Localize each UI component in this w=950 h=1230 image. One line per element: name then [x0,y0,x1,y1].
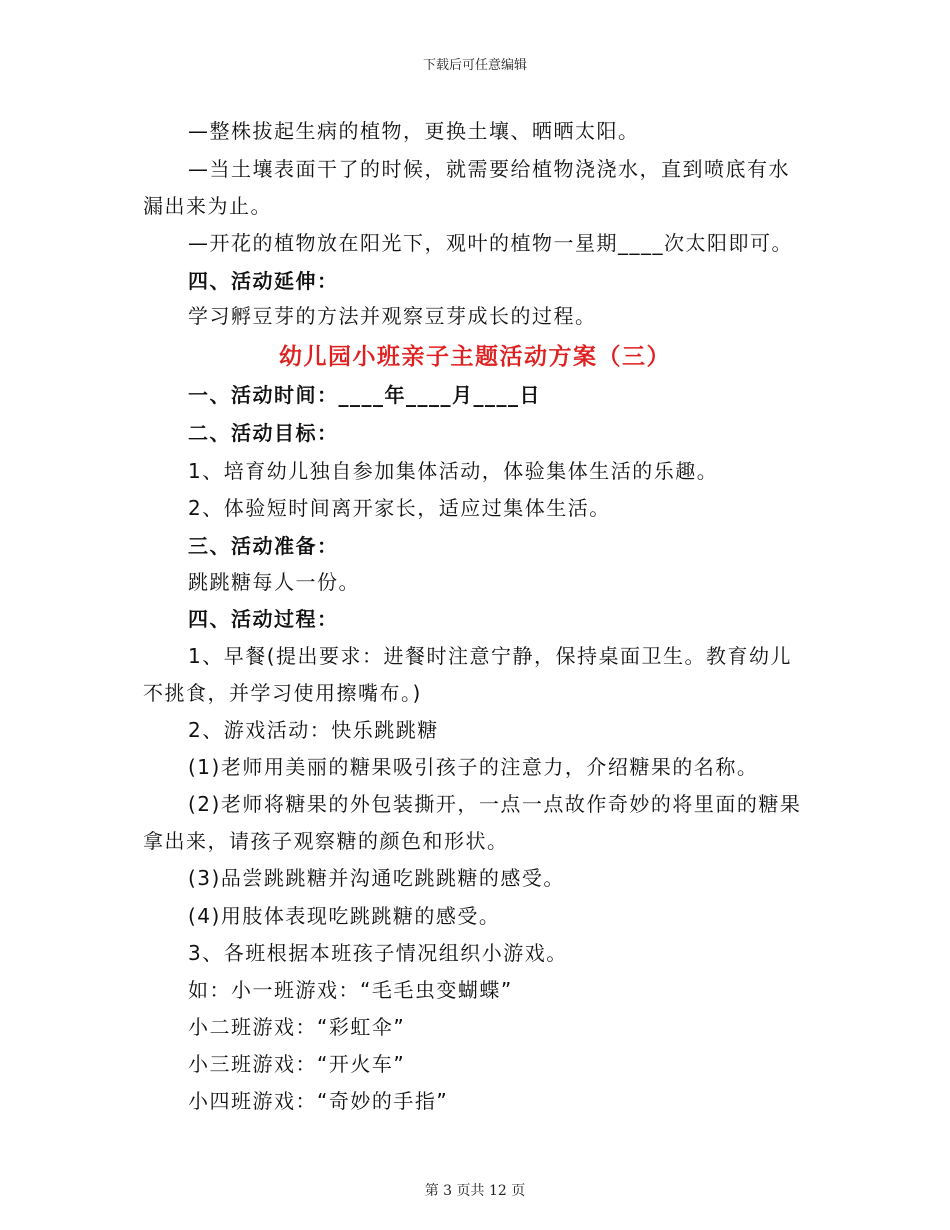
section-heading: 四、活动延伸： [188,269,339,293]
document-title: 幼儿园小班亲子主题活动方案（三） [279,344,671,370]
section-heading: 二、活动目标： [188,421,339,445]
text-line: 1、早餐(提出要求：进餐时注意宁静，保持桌面卫生。教育幼儿 [188,644,793,668]
text-line: —当土壤表面干了的时候，就需要给植物浇浇水，直到喷底有水 [188,157,790,181]
page-footer: 第 3 页共 12 页 [424,1183,526,1199]
text-line: 跳跳糖每人一份。 [188,570,360,594]
text-line: —开花的植物放在阳光下，观叶的植物一星期____次太阳即可。 [188,231,793,255]
text-line: 如：小一班游戏：“毛毛虫变蝴蝶” [188,978,513,1002]
section-heading: 四、活动过程： [188,607,339,631]
text-line: 1、培育幼儿独自参加集体活动，体验集体生活的乐趣。 [188,459,719,483]
text-line: 小二班游戏：“彩虹伞” [188,1015,406,1039]
text-line: (4)用肢体表现吃跳跳糖的感受。 [188,904,501,928]
text-line: 拿出来，请孩子观察糖的颜色和形状。 [143,829,509,853]
text-line: —整株拔起生病的植物，更换土壤、晒晒太阳。 [188,119,640,143]
section-heading: 三、活动准备： [188,534,339,558]
text-line: 3、各班根据本班孩子情况组织小游戏。 [188,941,568,965]
text-line: 学习孵豆芽的方法并观察豆芽成长的过程。 [188,304,597,328]
text-line: 2、体验短时间离开家长，适应过集体生活。 [188,496,611,520]
text-line: (1)老师用美丽的糖果吸引孩子的注意力，介绍糖果的名称。 [188,755,759,779]
text-line: 漏出来为止。 [143,194,272,218]
text-line: 2、游戏活动：快乐跳跳糖 [188,718,439,742]
text-line: 小三班游戏：“开火车” [188,1052,406,1076]
text-line: 不挑食，并学习使用擦嘴布。) [143,681,422,705]
section-heading: 一、活动时间：____年____月____日 [188,383,541,407]
text-line: 小四班游戏：“奇妙的手指” [188,1089,449,1113]
text-line: (3)品尝跳跳糖并沟通吃跳跳糖的感受。 [188,866,565,890]
text-line: (2)老师将糖果的外包装撕开，一点一点故作奇妙的将里面的糖果 [188,792,802,816]
page-header: 下载后可任意编辑 [422,58,527,73]
